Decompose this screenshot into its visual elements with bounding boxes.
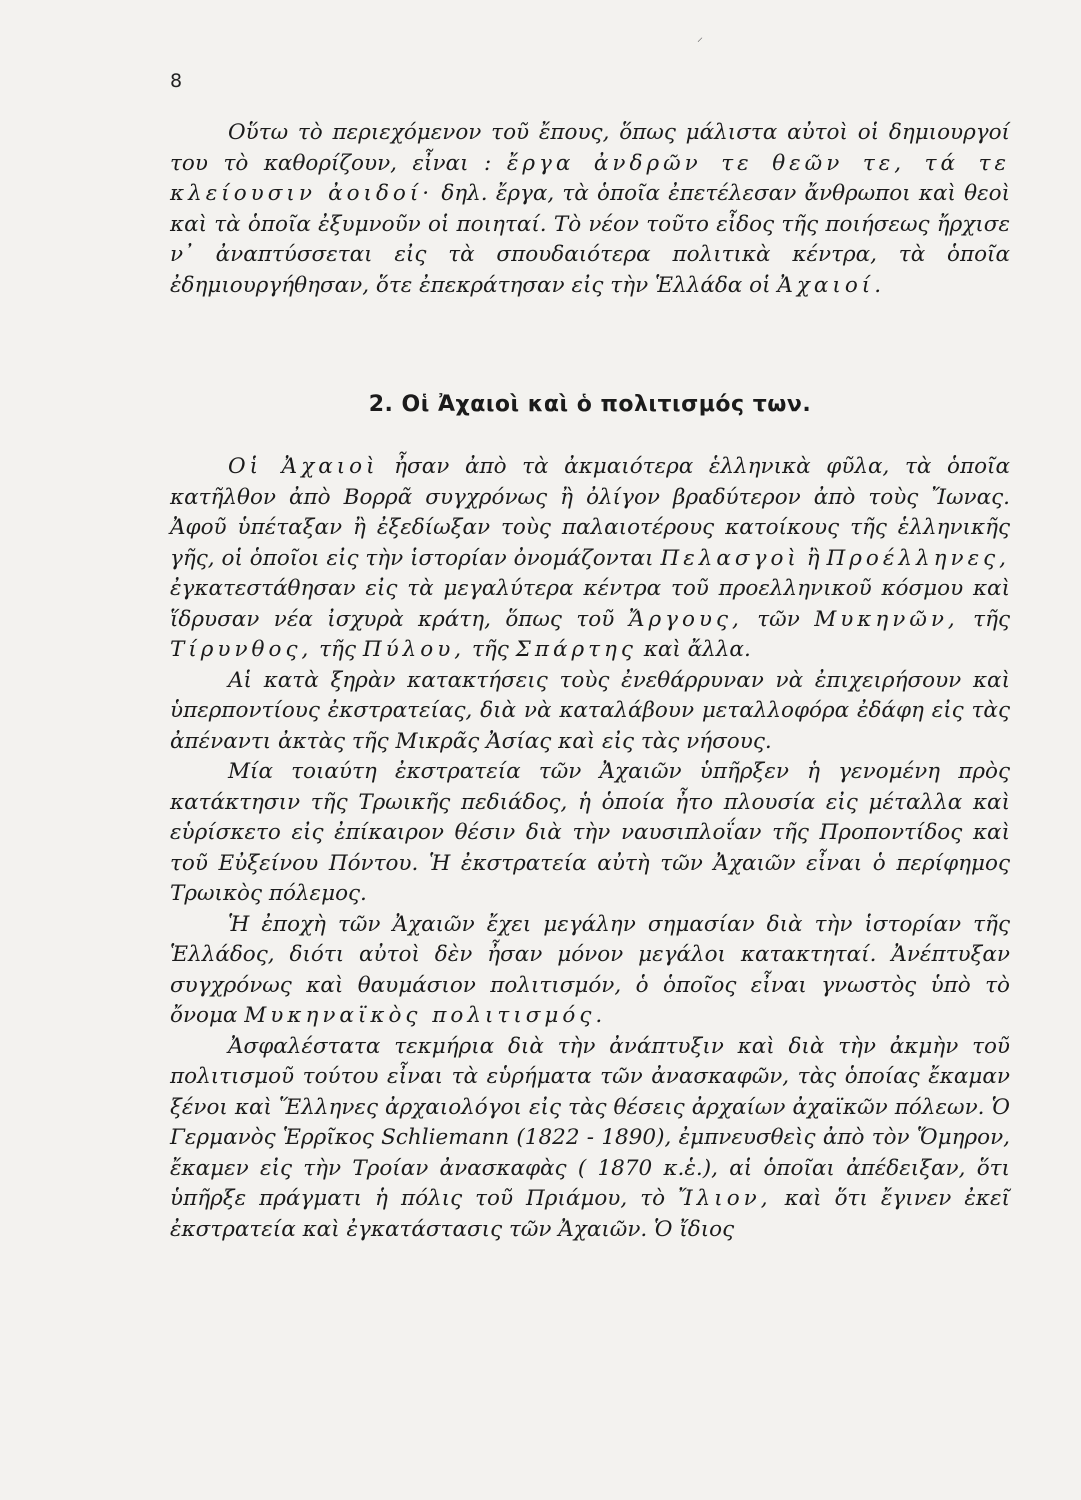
- p1-text-h: καὶ ἄλλα.: [636, 637, 751, 662]
- p5-text-c: καὶ ὅτι ἔγινεν ἐκεῖ ἐκστρατεία καὶ ἐγκατάστασις τῶν Ἀχαιῶν. Ὁ ἴδιος: [170, 1186, 1010, 1242]
- body-paragraphs: [170, 452, 1010, 1245]
- p1-text-c: ἐγκατεστάθησαν εἰς τὰ μεγαλύτερα κέντρα τοῦ προελληνικοῦ κόσμου καὶ ἵδρυσαν νέα ἰσχυρὰ κράτη, ὅπως τοῦ: [170, 576, 1010, 632]
- p1-spaced-b: Πελασγοὶ: [660, 545, 800, 571]
- p5-latin-a: Schliemann: [381, 1125, 510, 1150]
- intro-paragraph: [170, 118, 1010, 301]
- p1-text-e: τῆς: [958, 606, 1010, 632]
- paragraph-mycenaean: [170, 910, 1010, 1032]
- intro-achaeans-spaced: Ἀχαιοί.: [777, 272, 886, 298]
- p4-spaced-a: Μυκηναϊκὸς πολιτισμός.: [244, 1003, 607, 1028]
- intro-quote-spaced: ἔργα ἀνδρῶν τε θεῶν τε, τά τε κλείουσιν ἀοιδοί·: [170, 150, 1011, 206]
- paragraph-excavations: [170, 1032, 1010, 1246]
- paragraph-conquests: Αἱ κατὰ ξηρὰν κατακτήσεις τοὺς ἐνεθάρρυναν νὰ ἐπιχειρήσουν καὶ ὑπερποντίους ἐκστρατείας, διὰ νὰ καταλάβουν μεταλλοφόρα ἐδάφη εἰς τὰς ἀπέναντι ἀκτὰς τῆς Μικρᾶς Ἀσίας καὶ εἰς τὰς νήσους.: [170, 667, 1010, 754]
- p1-spaced-e: Μυκηνῶν,: [814, 606, 959, 632]
- p1-spaced-f: Τίρυνθος,: [170, 637, 313, 662]
- p1-text-d: τῶν: [742, 606, 815, 632]
- p1-text-f: τῆς: [312, 637, 363, 662]
- p1-text-g: τῆς: [465, 637, 516, 662]
- p1-spaced-g: Πύλου,: [362, 637, 466, 662]
- intro-text-b: δηλ. ἔργα, τὰ ὁποῖα ἐπετέλεσαν ἄνθρωποι καὶ θεοὶ καὶ τὰ ὁποῖα ἐξυμνοῦν οἱ ποιηταί. Τὸ νέον τοῦτο εἶδος τῆς ποιήσεως ἤρχισε ν᾿ ἀναπτύσσεται εἰς τὰ σπουδαιότερα πολιτικὰ κέντρα, τὰ ὁποῖα ἐδημιουργήθησαν, ὅτε ἐπεκράτησαν εἰς τὴν Ἑλλάδα οἱ: [170, 181, 1010, 298]
- page-number: 8: [170, 70, 183, 92]
- intro-text-a: Οὕτω τὸ περιεχόμενον τοῦ ἔπους, ὅπως μάλιστα αὐτοὶ οἱ δημιουργοί του τὸ καθορίζουν, εἶναι :: [170, 120, 1010, 176]
- p1-text-b: ἢ: [799, 545, 827, 571]
- section-heading: 2. Οἱ Ἀχαιοὶ καὶ ὁ πολιτισμός των.: [368, 392, 812, 417]
- p1-spaced-c: Προέλληνες,: [826, 545, 1010, 571]
- p1-spaced-d: Ἄργους,: [628, 606, 743, 632]
- p5-text-b: (1822 - 1890), ἐμπνευσθεὶς ἀπὸ τὸν Ὅμηρον, ἔκαμεν εἰς τὴν Τροίαν ἀνασκαφὰς ( 1870 κ.ἑ.), αἱ ὁποῖαι ἀπέδειξαν, ὅτι ὑπῆρξε πράγματι ἡ πόλις τοῦ Πριάμου, τὸ: [170, 1125, 1010, 1211]
- intro-paragraph-block: [170, 118, 1010, 301]
- paragraph-achaeans: [170, 452, 1010, 666]
- p1-text-a: ἦσαν ἀπὸ τὰ ἀκμαιότερα ἑλληνικὰ φῦλα, τὰ ὁποῖα κατῆλθον ἀπὸ Βορρᾶ συγχρόνως ἢ ὀλίγον βραδύτερον ἀπὸ τοὺς Ἴωνας. Ἀφοῦ ὑπέταξαν ἢ ἐξεδίωξαν τοὺς παλαιοτέρους κατοίκους τῆς ἑλληνικῆς γῆς, οἱ ὁποῖοι εἰς τὴν ἱστορίαν ὀνομάζονται: [170, 454, 1010, 571]
- p5-spaced-a: Ἴλιον,: [678, 1186, 772, 1211]
- p1-spaced-h: Σπάρτης: [515, 637, 637, 662]
- p1-spaced-a: Οἱ Ἀχαιοὶ: [228, 454, 379, 479]
- paragraph-trojan-war: Μία τοιαύτη ἐκστρατεία τῶν Ἀχαιῶν ὑπῆρξεν ἡ γενομένη πρὸς κατάκτησιν τῆς Τρωικῆς πεδιάδος, ἡ ὁποία ἦτο πλουσία εἰς μέταλλα καὶ εὑρίσκετο εἰς ἐπίκαιρον θέσιν διὰ τὴν ναυσιπλοΐαν τῆς Προποντίδος καὶ τοῦ Εὐξείνου Πόντου. Ἡ ἐκστρατεία αὐτὴ τῶν Ἀχαιῶν εἶναι ὁ περίφημος Τρωικὸς πόλεμος.: [170, 759, 1010, 906]
- p4-text-a: Ἡ ἐποχὴ τῶν Ἀχαιῶν ἔχει μεγάλην σημασίαν διὰ τὴν ἱστορίαν τῆς Ἑλλάδος, διότι αὐτοὶ δὲν ἦσαν μόνον μεγάλοι κατακτηταί. Ἀνέπτυξαν συγχρόνως καὶ θαυμάσιον πολιτισμόν, ὁ ὁποῖος εἶναι γνωστὸς ὑπὸ τὸ ὄνομα: [170, 911, 1010, 1028]
- ink-speck: ⸝: [697, 30, 704, 44]
- p5-text-a: Ἀσφαλέστατα τεκμήρια διὰ τὴν ἀνάπτυξιν καὶ διὰ τὴν ἀκμὴν τοῦ πολιτισμοῦ τούτου εἶναι τὰ εὑρήματα τῶν ἀνασκαφῶν, τὰς ὁποίας ἔκαμαν ξένοι καὶ Ἕλληνες ἀρχαιολόγοι εἰς τὰς θέσεις ἀρχαίων ἀχαϊκῶν πόλεων. Ὁ Γερμανὸς Ἑρρῖκος: [170, 1033, 1010, 1150]
